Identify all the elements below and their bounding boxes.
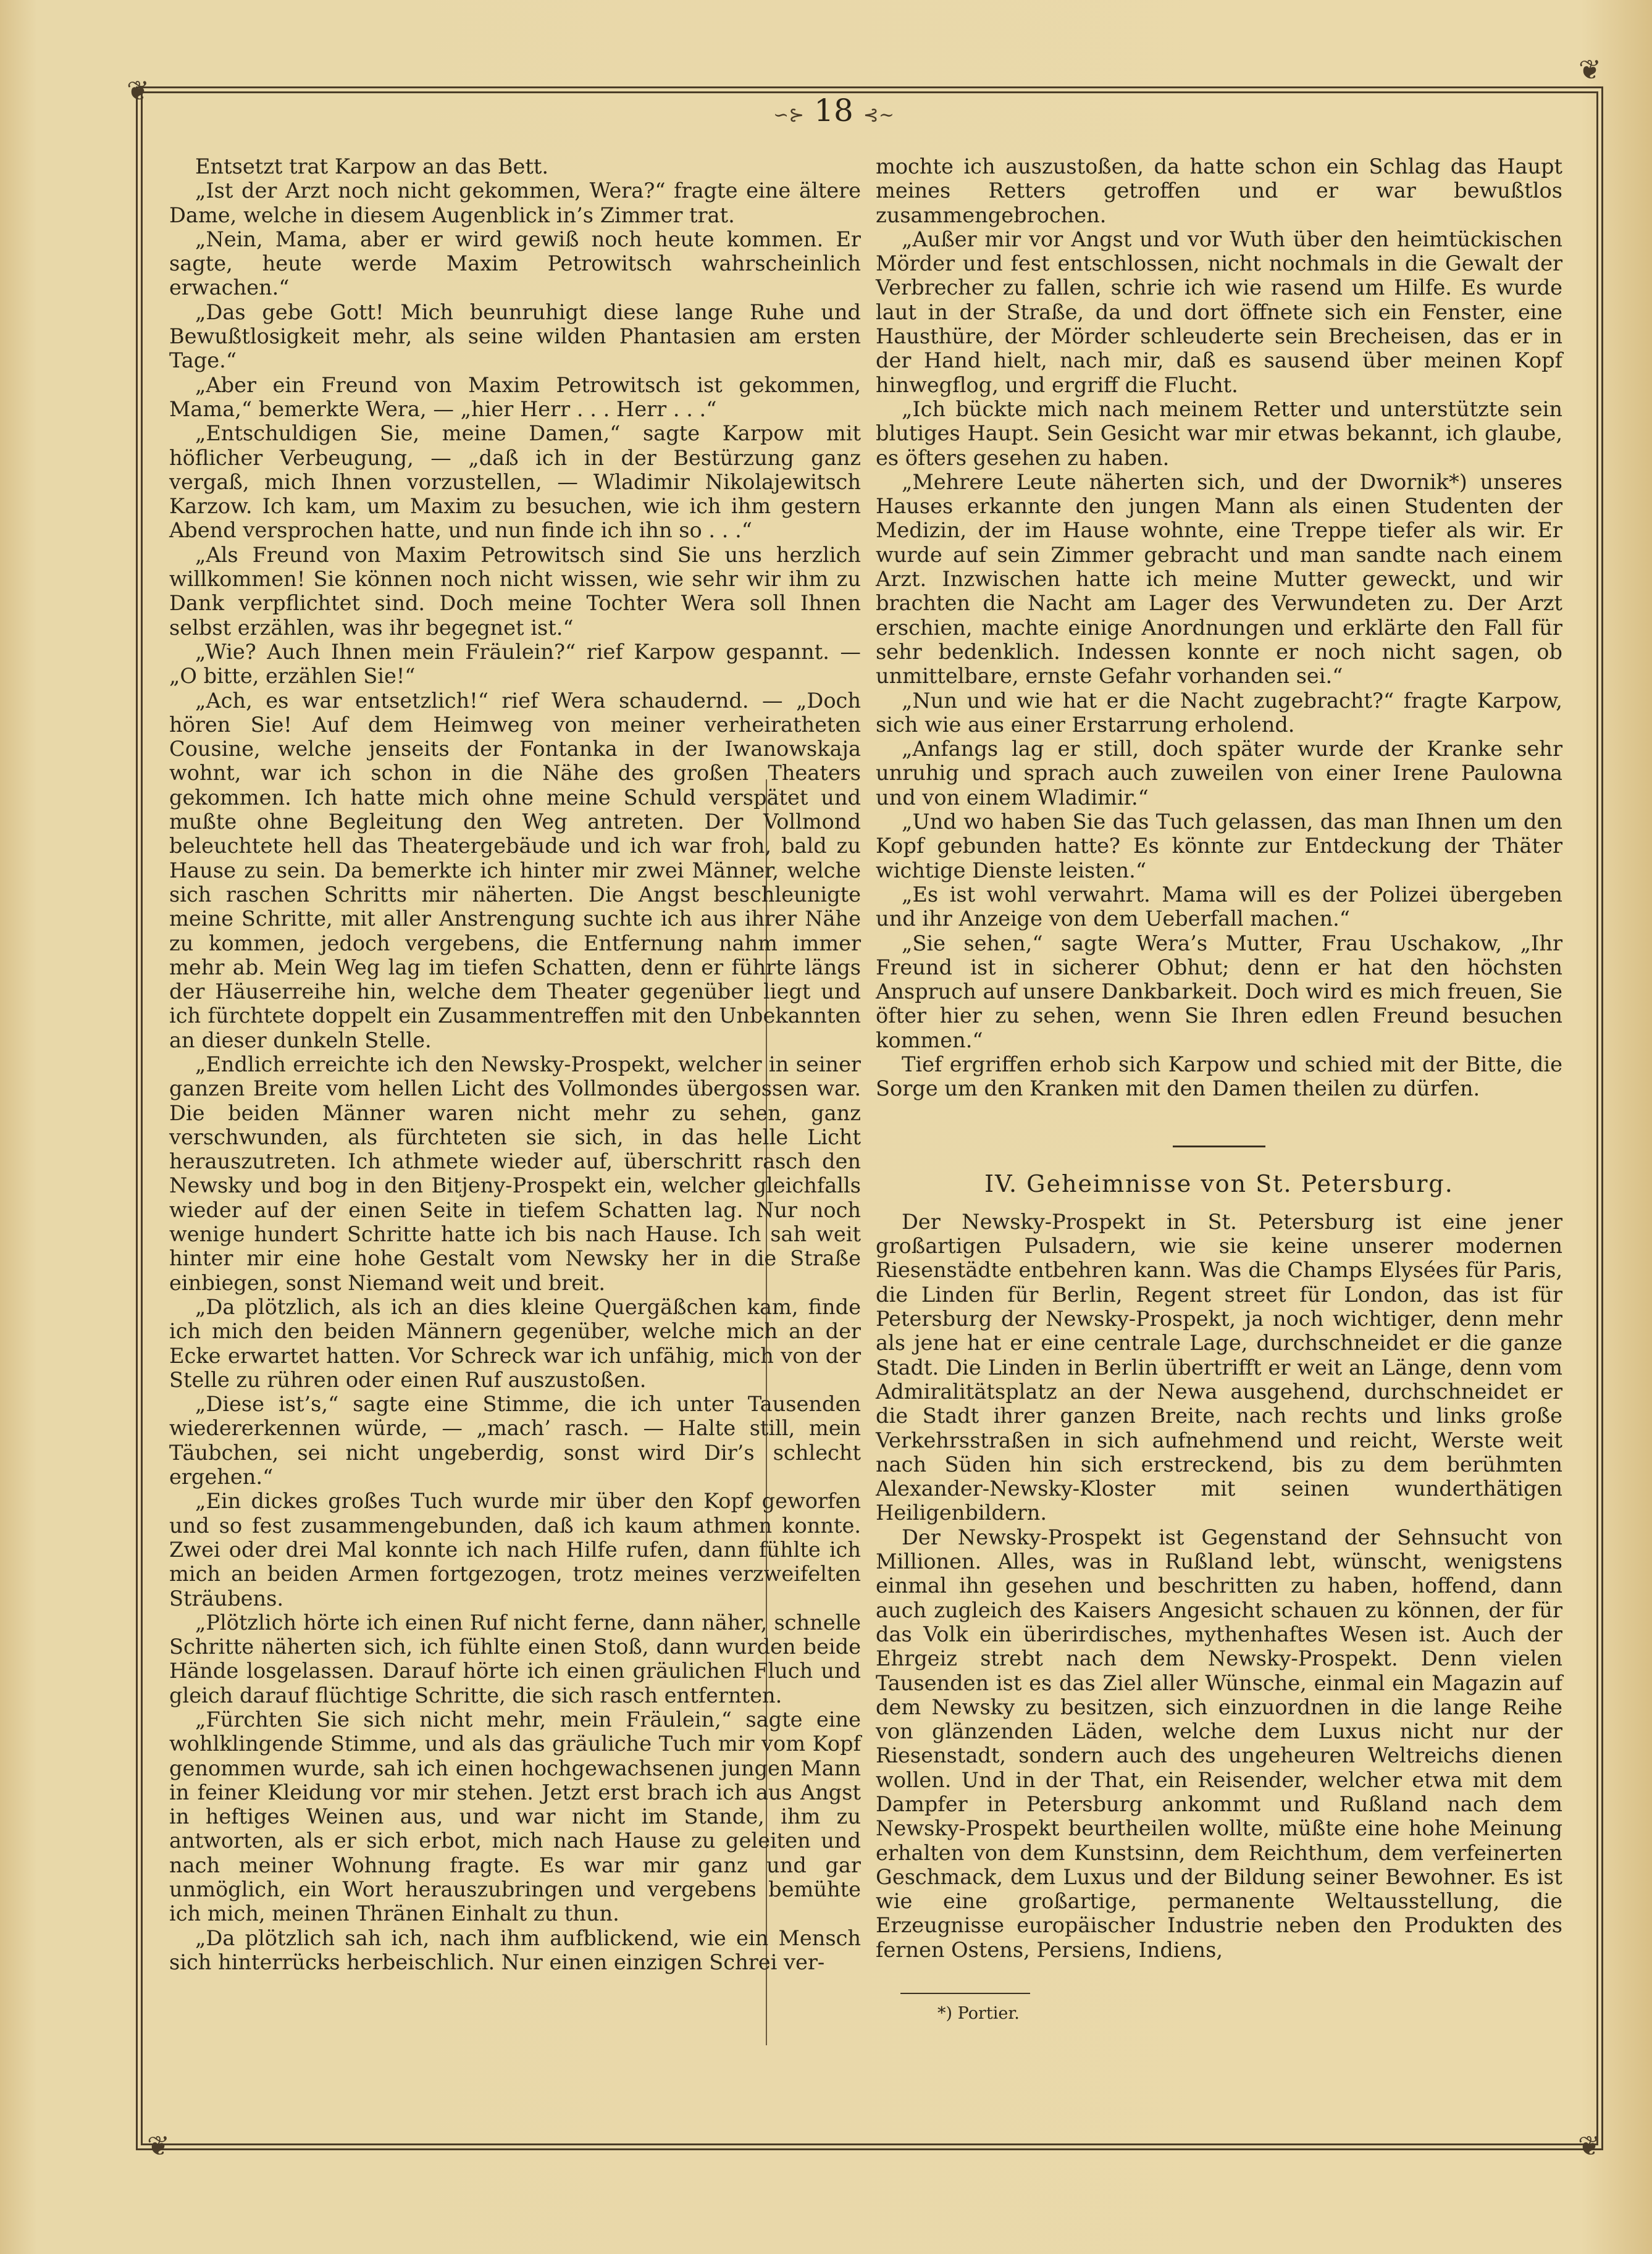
paragraph: „Ach, es war entsetzlich!“ rief Wera schaudernd. — „Doch hören Sie! Auf dem Heimweg von meiner verheiratheten Cousine, welche jenseits der Fontanka in der Iwanowskaja wohnt, war ich schon in die Nähe des großen Theaters gekommen. Ich hatte mich ohne meine Schuld verspätet und mußte ohne Begleitung den Weg antreten. Der Vollmond beleuchtete hell das Theatergebäude und ich war froh, bald zu Hause zu sein. Da bemerkte ich hinter mir zwei Männer, welche sich raschen Schritts mir näherten. Die Angst beschleunigte meine Schritte, mit aller Anstrengung suchte ich aus ihrer Nähe zu kommen, jedoch vergebens, die Entfernung nahm immer mehr ab. Mein Weg lag im tiefen Schatten, denn er führte längs der Häuserreihe hin, welche dem Theater gegenüber liegt und ich fürchtete doppelt ein Zusammentreffen mit den Unbekannten an dieser dunkeln Stelle.: [169, 688, 861, 1052]
footnote-rule: [900, 1993, 1030, 1994]
paragraph: „Und wo haben Sie das Tuch gelassen, das man Ihnen um den Kopf gebunden hatte? Es könnte zur Entdeckung der Thäter wichtige Dienste leisten.“: [876, 810, 1562, 882]
paragraph: „Endlich erreichte ich den Newsky-Prospekt, welcher in seiner ganzen Breite vom hellen Licht des Vollmondes übergossen war. Die beiden Männer waren nicht mehr zu sehen, ganz verschwunden, als fürchteten sie sich, in das helle Licht herauszutreten. Ich athmete wieder auf, überschritt rasch den Newsky und bog in den Bitjeny-Prospekt ein, welcher gleichfalls wieder auf der einen Seite in tiefem Schatten lag. Nur noch wenige hundert Schritte hatte ich bis nach Hause. Ich sah weit hinter mir eine hohe Gestalt vom Newsky her in die Straße einbiegen, sonst Niemand weit und breit.: [169, 1052, 861, 1295]
section-separator: [1173, 1146, 1265, 1147]
paragraph: „Nein, Mama, aber er wird gewiß noch heute kommen. Er sagte, heute werde Maxim Petrowitsch wahrscheinlich erwachen.“: [169, 227, 861, 300]
paragraph: Tief ergriffen erhob sich Karpow und schied mit der Bitte, die Sorge um den Kranken mit den Damen theilen zu dürfen.: [876, 1052, 1562, 1101]
paragraph: „Anfangs lag er still, doch später wurde der Kranke sehr unruhig und sprach auch zuweilen von einer Irene Paulowna und von einem Wladimir.“: [876, 737, 1562, 810]
flourish-left-icon: ∽⊱: [773, 104, 805, 126]
paragraph: Der Newsky-Prospekt in St. Petersburg ist eine jener großartigen Pulsadern, wie sie keine unserer modernen Riesenstädte entbehren kann. Was die Champs Elysées für Paris, die Linden für Berlin, Regent street für London, das ist für Petersburg der Newsky-Prospekt, ja noch wichtiger, denn mehr als jene hat er eine centrale Lage, durchschneidet er die ganze Stadt. Die Linden in Berlin übertrifft er weit an Länge, denn vom Admiralitätsplatz an der Newa ausgehend, durchschneidet er die Stadt ihrer ganzen Breite, nach rechts und links große Verkehrsstraßen in sich aufnehmend und reicht, Werste weit nach Süden hin sich erstreckend, bis zu dem berühmten Alexander-Newsky-Kloster mit seinen wunderthätigen Heiligenbildern.: [876, 1209, 1562, 1525]
paragraph: „Ein dickes großes Tuch wurde mir über den Kopf geworfen und so fest zusammengebunden, daß ich kaum athmen konnte. Zwei oder drei Mal konnte ich nach Hilfe rufen, dann fühlte ich mich an beiden Armen fortgezogen, trotz meines verzweifelten Sträubens.: [169, 1489, 861, 1611]
page-number-header: [753, 93, 914, 128]
corner-ornament-top-left: ❦: [127, 75, 149, 107]
corner-ornament-top-right: ❦: [1579, 54, 1601, 86]
paragraph: „Nun und wie hat er die Nacht zugebracht?“ fragte Karpow, sich wie aus einer Erstarrung erholend.: [876, 688, 1562, 737]
left-column: [169, 154, 861, 1974]
paragraph: „Ich bückte mich nach meinem Retter und unterstützte sein blutiges Haupt. Sein Gesicht war mir etwas bekannt, ich glaube, es öfters gesehen zu haben.: [876, 396, 1562, 470]
paragraph: „Plötzlich hörte ich einen Ruf nicht ferne, dann näher, schnelle Schritte näherten sich, ich fühlte einen Stoß, dann wurden beide Hände losgelassen. Darauf hörte ich einen gräulichen Fluch und gleich darauf flüchtige Schritte, die sich rasch entfernten.: [169, 1610, 861, 1707]
paragraph: „Wie? Auch Ihnen mein Fräulein?“ rief Karpow gespannt. — „O bitte, erzählen Sie!“: [169, 639, 861, 689]
paragraph: „Als Freund von Maxim Petrowitsch sind Sie uns herzlich willkommen! Sie können noch nicht wissen, wie sehr wir ihm zu Dank verpflichtet sind. Doch meine Tochter Wera soll Ihnen selbst erzählen, was ihr begegnet ist.“: [169, 542, 861, 640]
paragraph: „Fürchten Sie sich nicht mehr, mein Fräulein,“ sagte eine wohlklingende Stimme, und als das gräuliche Tuch mir vom Kopf genommen wurde, sah ich einen hochgewachsenen jungen Mann in feiner Kleidung vor mir stehen. Jetzt erst brach ich aus Angst in heftiges Weinen aus, und war nicht im Stande, ihm zu antworten, als er sich erbot, mich nach Hause zu geleiten und nach meiner Wohnung fragte. Es war mir ganz und gar unmöglich, ein Wort herauszubringen und vergebens bemühte ich mich, meinen Thränen Einhalt zu thun.: [169, 1707, 861, 1926]
right-column: [876, 154, 1562, 2026]
paragraph: „Entschuldigen Sie, meine Damen,“ sagte Karpow mit höflicher Verbeugung, — „daß ich in der Bestürzung ganz vergaß, mich Ihnen vorzustellen, — Wladimir Nikolajewitsch Karzow. Ich kam, um Maxim zu besuchen, wie ich ihm gestern Abend versprochen hatte, und nun finde ich ihn so . . .“: [169, 421, 861, 543]
paragraph: „Sie sehen,“ sagte Wera’s Mutter, Frau Uschakow, „Ihr Freund ist in sicherer Obhut; denn er hat den höchsten Anspruch auf unsere Dankbarkeit. Doch wird es mich freuen, Sie öfter hier zu sehen, wenn Sie Ihren edlen Freund besuchen kommen.“: [876, 931, 1562, 1052]
paragraph: „Da plötzlich sah ich, nach ihm aufblickend, wie ein Mensch sich hinterrücks herbeischlich. Nur einen einzigen Schrei ver-: [169, 1925, 861, 1974]
paragraph: mochte ich auszustoßen, da hatte schon ein Schlag das Haupt meines Retters getroffen und er war bewußtlos zusammengebrochen.: [876, 154, 1562, 227]
chapter-title: IV. Geheimnisse von St. Petersburg.: [984, 1170, 1454, 1197]
paragraph: „Mehrere Leute näherten sich, und der Dwornik*) unseres Hauses erkannte den jungen Mann als einen Studenten der Medizin, der im Hause wohnte, eine Treppe tiefer als wir. Er wurde auf sein Zimmer gebracht und man sandte nach einem Arzt. Inzwischen hatte ich meine Mutter geweckt, und wir brachten die Nacht am Lager des Verwundeten zu. Der Arzt erschien, machte einige Anordnungen und erklärte den Fall für sehr bedenklich. Indessen konnte er noch nicht sagen, ob unmittelbare, ernste Gefahr vorhanden sei.“: [876, 469, 1562, 689]
corner-ornament-bottom-right: ❦: [1578, 2130, 1601, 2162]
paragraph: Entsetzt trat Karpow an das Bett.: [195, 154, 549, 178]
paragraph: „Diese ist’s,“ sagte eine Stimme, die ich unter Tausenden wiedererkennen würde, — „mach’ rasch. — Halte still, mein Täubchen, sei nicht ungeberdig, sonst wird Dir’s schlecht ergehen.“: [169, 1392, 861, 1489]
footnote: *) Portier.: [937, 2004, 1020, 2024]
flourish-right-icon: ⊰∼: [863, 104, 894, 126]
paragraph: „Da plötzlich, als ich an dies kleine Quergäßchen kam, finde ich mich den beiden Männern gegenüber, welche mich an der Ecke erwartet hatten. Vor Schreck war ich unfähig, mich von der Stelle zu rühren oder einen Ruf auszustoßen.: [169, 1294, 861, 1392]
paragraph: Der Newsky-Prospekt ist Gegenstand der Sehnsucht von Millionen. Alles, was in Rußland lebt, wünscht, wenigstens einmal ihn gesehen und beschritten zu haben, hoffend, dann auch zugleich des Kaisers Angesicht schauen zu können, der für das Volk ein überirdisches, mythenhaftes Wesen ist. Auch der Ehrgeiz strebt nach dem Newsky-Prospekt. Denn vielen Tausenden ist es das Ziel aller Wünsche, einmal ein Magazin auf dem Newsky zu besitzen, sich einzuordnen in die lange Reihe von glänzenden Läden, welche dem Luxus nicht nur der Riesenstadt, sondern auch des ungeheuren Weltreichs dienen wollen. Und in der That, ein Reisender, welcher etwa mit dem Dampfer in Petersburg ankommt und Rußland nach dem Newsky-Prospekt beurtheilen wollte, müßte eine hohe Meinung erhalten von dem Kunstsinn, dem Reichthum, dem verfeinerten Geschmack, dem Luxus und der Bildung seiner Bewohner. Es ist wie eine großartige, permanente Weltausstellung, die Erzeugnisse europäischer Industrie neben den Produkten des fernen Ostens, Persiens, Indiens,: [876, 1525, 1562, 1962]
corner-ornament-bottom-left: ❦: [147, 2130, 170, 2162]
paragraph: „Aber ein Freund von Maxim Petrowitsch ist gekommen, Mama,“ bemerkte Wera, — „hier Herr . . . Herr . . .“: [169, 372, 861, 421]
paragraph: „Es ist wohl verwahrt. Mama will es der Polizei übergeben und ihr Anzeige von dem Ueberfall machen.“: [876, 882, 1562, 931]
paragraph: „Das gebe Gott! Mich beunruhigt diese lange Ruhe und Bewußtlosigkeit mehr, als seine wilden Phantasien am ersten Tage.“: [169, 300, 861, 373]
paragraph: „Ist der Arzt noch nicht gekommen, Wera?“ fragte eine ältere Dame, welche in diesem Augenblick in’s Zimmer trat.: [169, 178, 861, 227]
paragraph: „Außer mir vor Angst und vor Wuth über den heimtückischen Mörder und fest entschlossen, nicht nochmals in die Gewalt der Verbrecher zu fallen, schrie ich wie rasend um Hilfe. Es wurde laut in der Straße, da und dort öffnete sich ein Fenster, eine Hausthüre, der Mörder schleuderte sein Brecheisen, das er in der Hand hielt, nach mir, daß es sausend über meinen Kopf hinwegflog, und ergriff die Flucht.: [876, 227, 1562, 397]
page-number: 18: [814, 93, 853, 128]
